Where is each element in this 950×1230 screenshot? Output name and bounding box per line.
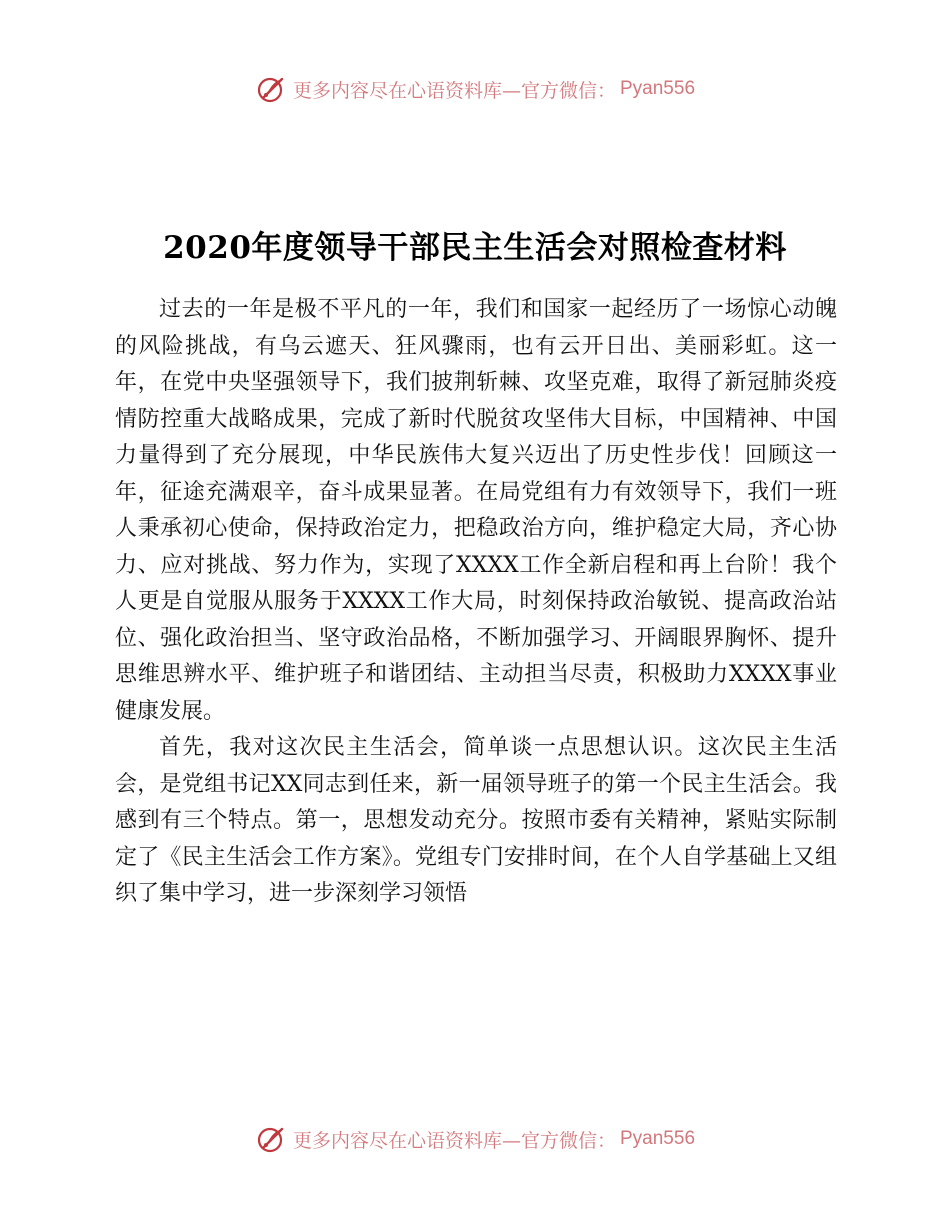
document-title: 2020年度领导干部民主生活会对照检查材料 xyxy=(163,230,787,266)
watermark-account: Pyan556 xyxy=(620,78,696,99)
watermark-text: 更多内容尽在心语资料库—官方微信： xyxy=(292,1129,616,1152)
document-body xyxy=(115,292,837,913)
paragraph: 首先，我对这次民主生活会，简单谈一点思想认识。这次民主生活会，是党组书记XX同志到任来，新一届领导班子的第一个民主生活会。我感到有三个特点。第一，思想发动充分。按照市委有关精神，紧贴实际制定了《民主生活会工作方案》。党组专门安排时间，在个人自学基础上又组织了集中学习，进一步深刻学习领悟 xyxy=(115,735,837,906)
feather-pen-logo-icon xyxy=(255,1124,289,1154)
watermark-footer xyxy=(0,1124,950,1154)
paragraph: 过去的一年是极不平凡的一年，我们和国家一起经历了一场惊心动魄的风险挑战，有乌云遮天、狂风骤雨，也有云开日出、美丽彩虹。这一年，在党中央坚强领导下，我们披荆斩棘、攻坚克难，取得了新冠肺炎疫情防控重大战略成果，完成了新时代脱贫攻坚伟大目标，中国精神、中国力量得到了充分展现，中华民族伟大复兴迈出了历史性步伐！回顾这一年，征途充满艰辛，奋斗成果显著。在局党组有力有效领导下，我们一班人秉承初心使命，保持政治定力，把稳政治方向，维护稳定大局，齐心协力、应对挑战、努力作为，实现了XXXX工作全新启程和再上台阶！我个人更是自觉服从服务于XXXX工作大局，时刻保持政治敏锐、提高政治站位、强化政治担当、坚守政治品格，不断加强学习、开阔眼界胸怀、提升思维思辨水平、维护班子和谐团结、主动担当尽责，积极助力XXXX事业健康发展。 xyxy=(115,297,837,724)
watermark-account: Pyan556 xyxy=(620,1128,696,1149)
watermark-text: 更多内容尽在心语资料库—官方微信： xyxy=(292,79,616,102)
feather-pen-logo-icon xyxy=(255,74,289,104)
watermark-header xyxy=(0,74,950,104)
